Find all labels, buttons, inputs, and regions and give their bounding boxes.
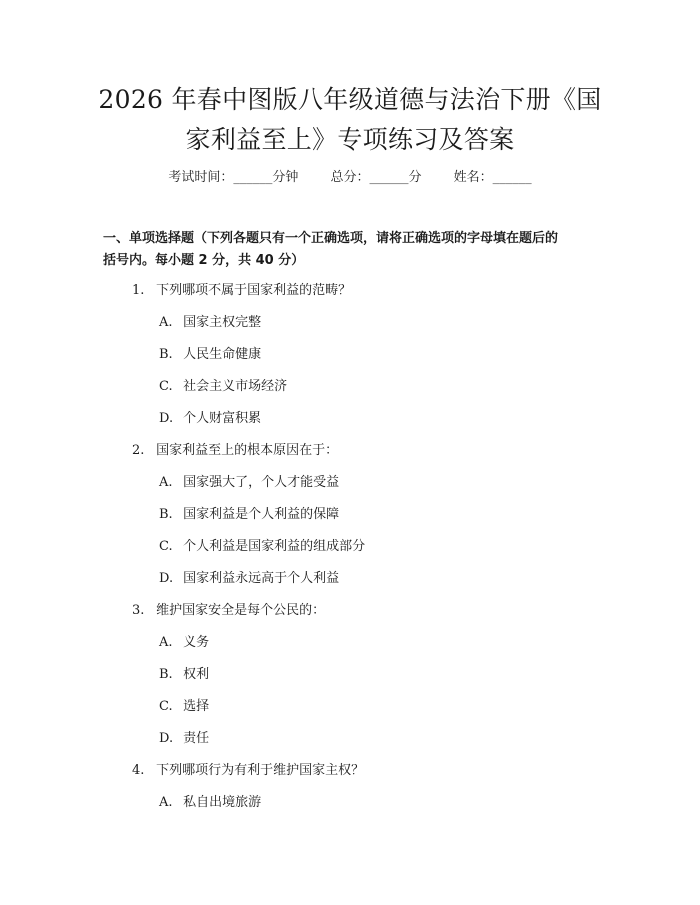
option-text: 人民生命健康 — [183, 347, 262, 362]
question-3-option-c — [159, 698, 209, 716]
option-text: 个人利益是国家利益的组成部分 — [183, 539, 366, 554]
question-4-option-a — [159, 794, 261, 812]
option-letter: A. — [159, 635, 173, 650]
question-3-option-d — [159, 730, 209, 748]
option-letter: D. — [159, 411, 174, 426]
title-line-2: 家利益至上》专项练习及答案 — [185, 125, 515, 154]
option-text: 权利 — [183, 667, 210, 682]
question-3 — [132, 602, 325, 620]
question-1-option-b — [159, 346, 261, 364]
option-letter: B. — [159, 667, 173, 682]
question-text: 下列哪项不属于国家利益的范畴？ — [156, 283, 352, 298]
option-text: 选择 — [183, 699, 210, 714]
option-text: 社会主义市场经济 — [183, 379, 288, 394]
student-name-field: 姓名：______ — [453, 170, 532, 185]
option-text: 国家利益是个人利益的保障 — [183, 507, 340, 522]
question-1-option-a — [159, 314, 261, 332]
question-number: 1. — [132, 283, 145, 298]
option-letter: D. — [159, 571, 174, 586]
option-letter: B. — [159, 507, 173, 522]
total-score-field: 总分：______分 — [330, 170, 422, 185]
option-text: 国家强大了，个人才能受益 — [183, 475, 340, 490]
option-text: 义务 — [183, 635, 210, 650]
question-2-option-a — [159, 474, 339, 492]
option-text: 私自出境旅游 — [183, 795, 262, 810]
question-number: 2. — [132, 443, 145, 458]
question-3-option-a — [159, 634, 209, 652]
option-letter: D. — [159, 731, 174, 746]
option-text: 国家主权完整 — [183, 315, 262, 330]
exam-meta — [0, 169, 700, 187]
option-text: 个人财富积累 — [183, 411, 262, 426]
title-line-1: 2026 年春中图版八年级道德与法治下册《国 — [98, 85, 602, 114]
option-letter: A. — [159, 475, 173, 490]
option-text: 责任 — [183, 731, 210, 746]
question-text: 国家利益至上的根本原因在于： — [156, 443, 339, 458]
option-letter: A. — [159, 795, 173, 810]
option-letter: C. — [159, 539, 173, 554]
question-text: 下列哪项行为有利于维护国家主权？ — [156, 763, 365, 778]
section-heading — [103, 228, 603, 272]
option-letter: B. — [159, 347, 173, 362]
exam-time-field: 考试时间：______分钟 — [168, 170, 299, 185]
question-1 — [132, 282, 351, 300]
question-2-option-d — [159, 570, 339, 588]
question-3-option-b — [159, 666, 209, 684]
question-2 — [132, 442, 338, 460]
question-1-option-d — [159, 410, 261, 428]
option-text: 国家利益永远高于个人利益 — [183, 571, 340, 586]
question-number: 4. — [132, 763, 145, 778]
question-1-option-c — [159, 378, 287, 396]
section-heading-line-1: 一、单项选择题（下列各题只有一个正确选项，请将正确选项的字母填在题后的 — [103, 231, 559, 246]
question-2-option-c — [159, 538, 365, 556]
question-2-option-b — [159, 506, 339, 524]
question-4 — [132, 762, 364, 780]
question-number: 3. — [132, 603, 145, 618]
document-title — [60, 80, 640, 160]
question-text: 维护国家安全是每个公民的： — [156, 603, 326, 618]
option-letter: A. — [159, 315, 173, 330]
option-letter: C. — [159, 699, 173, 714]
section-heading-line-2: 括号内。每小题 2 分，共 40 分） — [103, 253, 305, 268]
option-letter: C. — [159, 379, 173, 394]
